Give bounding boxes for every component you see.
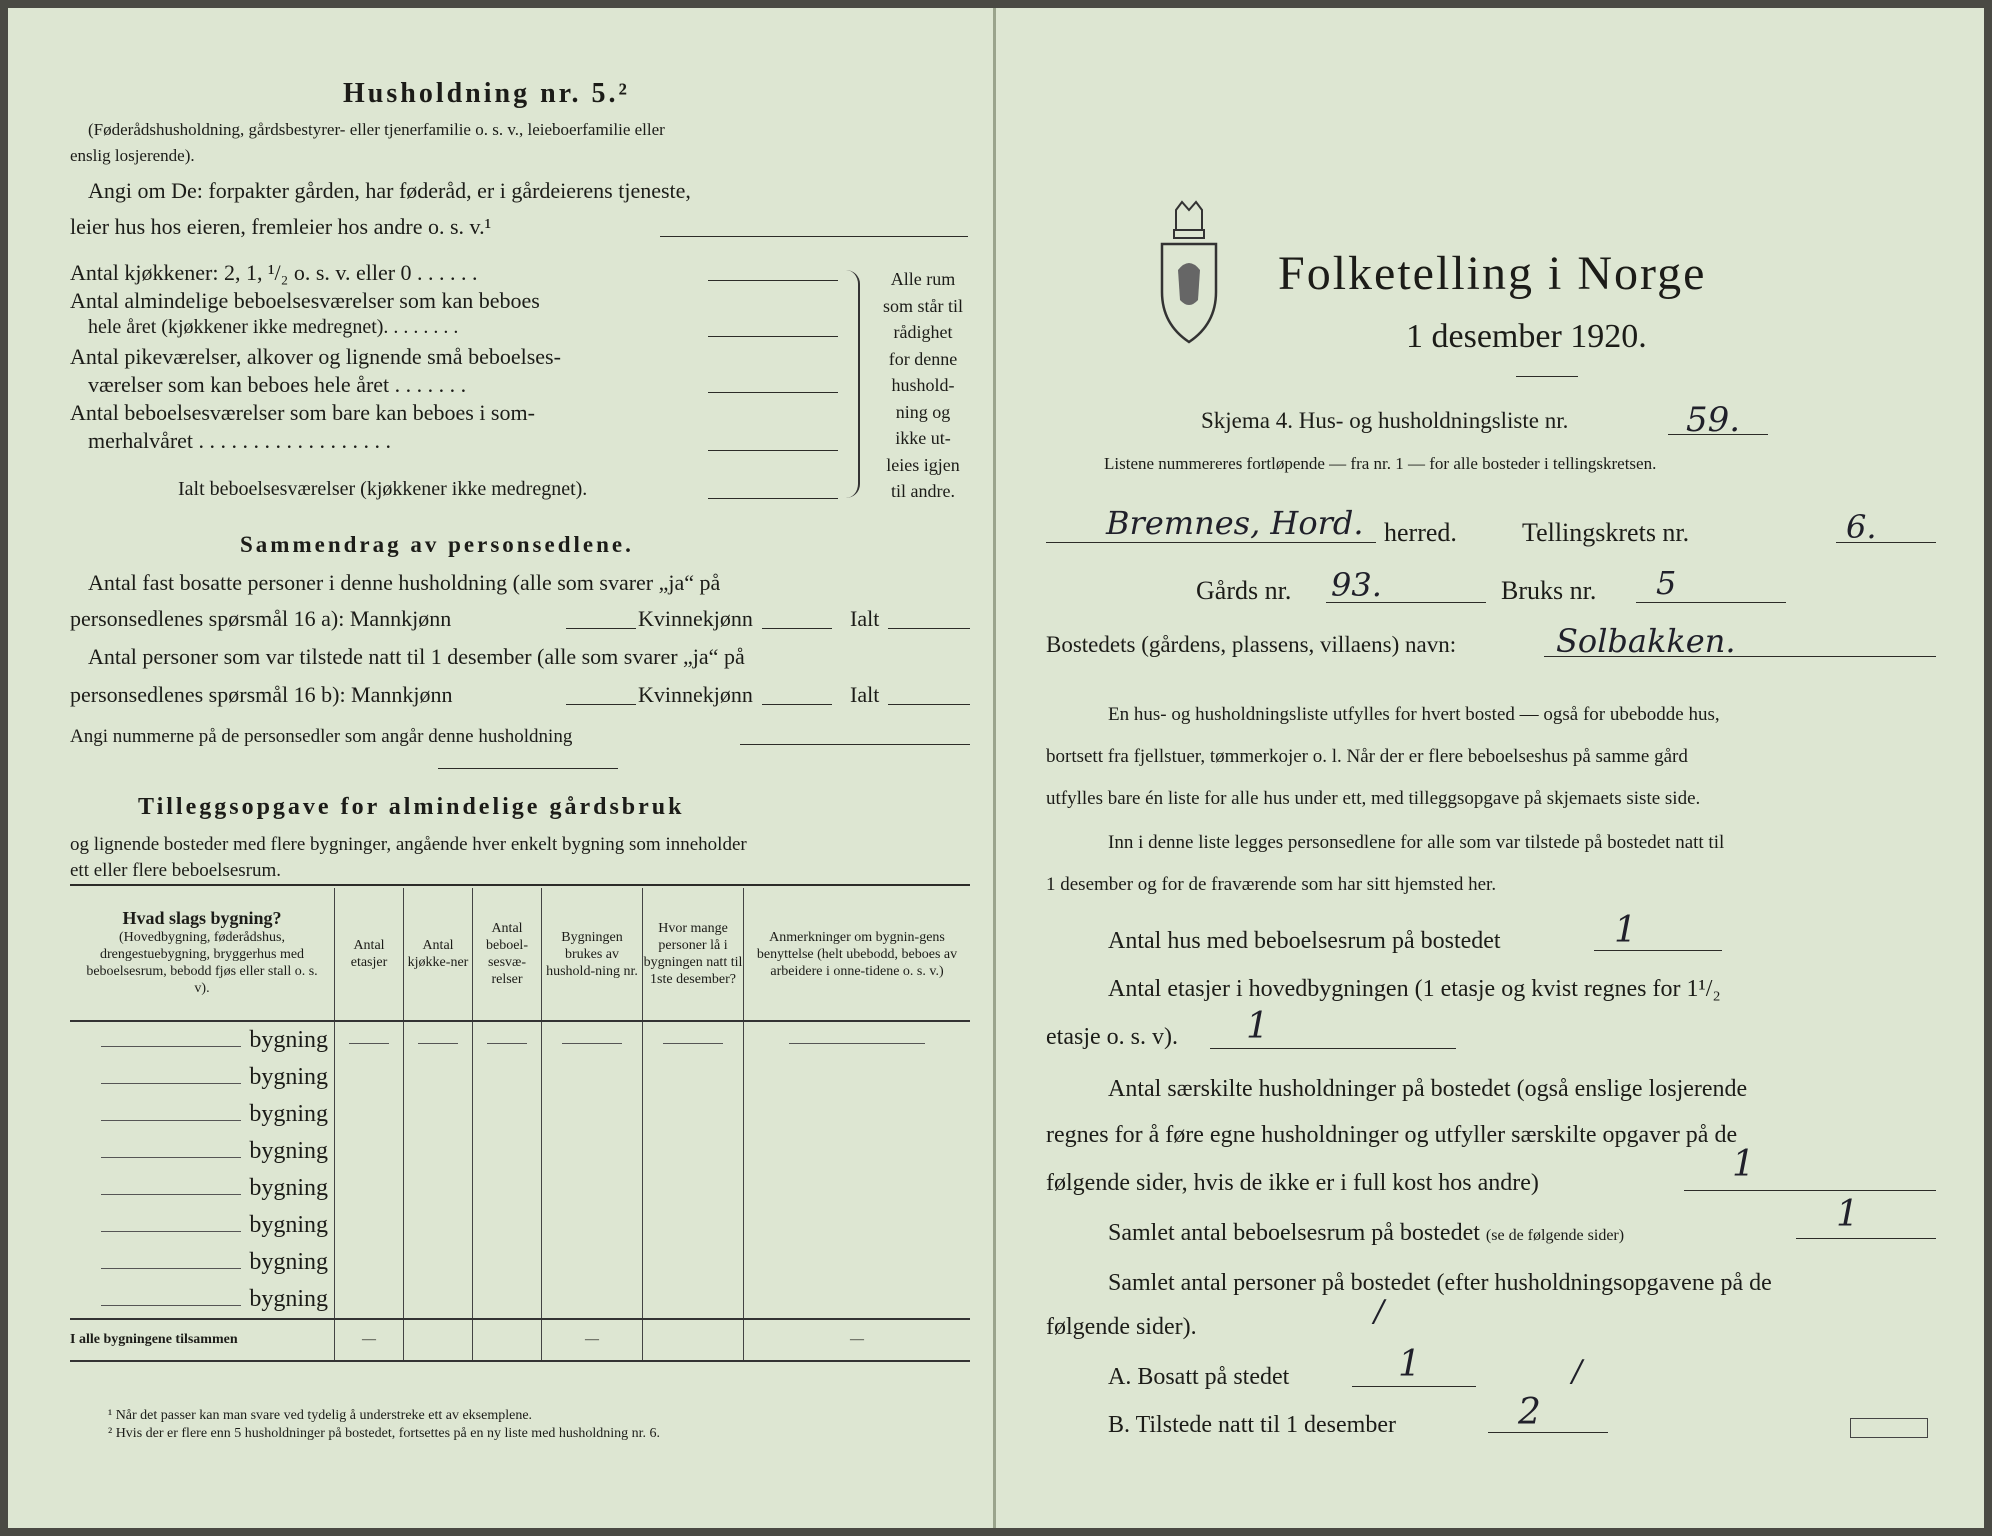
summary-line-3: Antal personer som var tilstede natt til 1 desember (alle som svarer „ja“ på [88,644,745,669]
col-building-type: Hvad slags bygning? (Hovedbygning, føderådshus, drengestuebygning, bryggerhus med beboelsesrum, bebodd fjøs eller stall o. s. v). [70,888,335,1021]
summary-line-4: personsedlenes spørsmål 16 b): Mannkjønn [70,682,453,707]
col-household-nr: Bygningen brukes av hushold-ning nr. [542,888,643,1021]
col-kitchens: Antal kjøkke-ner [404,888,473,1021]
row-label: bygning [249,1212,328,1238]
left-page [8,8,993,1528]
present-value: 2 [1518,1392,1541,1433]
total-answer-line-2 [888,704,970,705]
col-remarks: Anmerkninger om bygnin-gens benyttelse (helt ubebodd, beboes av arbeidere i onne-tidene o. s. v.) [744,888,971,1021]
row-label: bygning [249,1175,328,1201]
row-label: bygning [249,1286,328,1312]
household-subtitle: (Føderådshusholdning, gårdsbestyrer- eller tjenerfamilie o. s. v., leieboerfamilie eller [88,120,665,139]
buildings-table [70,888,970,1362]
bracket-note: Alle rum som står til rådighet for denne hushold- ning og ikke ut- leies igjen til andre. [883,269,963,501]
separator [438,768,618,769]
rooms-row-2: hele året (kjøkkener ikke medregnet). . . . . . . . [88,316,459,338]
table-total-row [70,1319,970,1361]
census-title: Folketelling i Norge [1278,247,1707,300]
footnote-2: ² Hvis der er flere enn 5 husholdninger på bostedet, fortsettes på en ny liste med husholdning nr. 6. [108,1426,661,1441]
houses-value: 1 [1614,910,1637,951]
bruks-answer-line [1636,602,1786,603]
rooms-value: 1 [1836,1194,1859,1235]
small-rooms-answer-line [708,392,838,393]
summary-line-1: Antal fast bosatte personer i denne husholdning (alle som svarer „ja“ på [88,570,721,595]
total-rooms-row: Ialt beboelsesværelser (kjøkkener ikke medregnet). [178,478,588,500]
table-row [70,1281,970,1319]
angi-line-2: leier hus hos eieren, fremleier hos andre o. s. v.¹ [70,214,492,239]
bruks-label: Bruks nr. [1501,576,1597,605]
tellingskrets-value: 6. [1846,508,1877,546]
female-answer-line-2 [762,704,832,705]
tellingskrets-label: Tellingskrets nr. [1522,518,1690,547]
rooms-total-answer-line [1796,1238,1936,1239]
herred-value: Bremnes, Hord. [1106,504,1364,542]
numbering-note: Listene nummereres fortløpende — fra nr. 1 — for alle bosteder i tellingskretsen. [1104,454,1657,473]
resident-answer-line [1352,1386,1476,1387]
male-answer-line [566,628,636,629]
houses-question: Antal hus med beboelsesrum på bostedet [1108,928,1501,954]
footnote-1: ¹ Når det passer kan man svare ved tydelig å understreke ett av eksemplene. [108,1408,533,1423]
gards-value: 93. [1331,566,1382,604]
col-persons: Hvor mange personer lå i bygningen natt til 1ste desember? [643,888,744,1021]
printer-stamp-icon [1850,1418,1928,1438]
persons-question: Samlet antal personer på bostedet (efter husholdningsopgavene på de [1108,1270,1772,1296]
present-answer-line [1488,1432,1608,1433]
small-rooms-row-2: værelser som kan beboes hele året . . . . . . . [88,372,467,397]
bracket [846,270,860,498]
rooms-answer-line [708,336,838,337]
table-row [70,1207,970,1244]
floors-value: 1 [1246,1006,1269,1047]
row-label: bygning [249,1027,328,1053]
table-row [70,1021,970,1059]
floors-answer-line [1210,1048,1456,1049]
schema-label: Skjema 4. Hus- og husholdningsliste nr. [1201,408,1569,433]
total-label-2: Ialt [850,682,880,707]
female-label: Kvinnekjønn [638,606,753,631]
female-label-2: Kvinnekjønn [638,682,753,707]
schema-number: 59. [1686,400,1741,440]
bosted-value: Solbakken. [1556,622,1736,660]
herred-label: herred. [1384,518,1457,547]
right-page [996,8,1984,1528]
table-row [70,1170,970,1207]
gards-label: Gårds nr. [1196,576,1292,605]
instructions-line-5: 1 desember og for de fraværende som har sitt hjemsted her. [1046,874,1497,895]
households-question-3: følgende sider, hvis de ikke er i full kost hos andre) [1046,1170,1539,1196]
person-numbers-answer-line [740,744,970,745]
summer-rooms-row-2: merhalvåret . . . . . . . . . . . . . . . . . . [88,428,392,453]
row-label: bygning [249,1249,328,1275]
date-underline [1516,376,1578,377]
rooms-question-note: (se de følgende sider) [1485,1227,1625,1244]
gards-answer-line [1326,602,1486,603]
female-answer-line [762,628,832,629]
resident-value: 1 [1398,1344,1421,1385]
supplement-line-1: og lignende bosteder med flere bygninger, angående hver enkelt bygning som inneholder [70,834,747,855]
kitchens-answer-line [708,280,838,281]
supplement-line-2: ett eller flere beboelsesrum. [70,860,282,881]
present-tick: / [1572,1354,1583,1389]
households-question: Antal særskilte husholdninger på bostedet (også enslige losjerende [1108,1076,1748,1102]
summer-rooms-answer-line [708,450,838,451]
tellingskrets-answer-line [1836,542,1936,543]
coat-of-arms-icon [1158,200,1220,355]
table-row [70,1059,970,1096]
summary-line-2: personsedlenes spørsmål 16 a): Mannkjønn [70,606,452,631]
instructions-line-4: Inn i denne liste legges personsedlene for alle som var tilstede på bostedet natt til [1108,832,1725,853]
households-answer-line [1684,1190,1936,1191]
summary-title: Sammendrag av personsedlene. [240,532,634,557]
row-label: bygning [249,1138,328,1164]
rooms-question: Samlet antal beboelsesrum på bostedet (se de følgende sider) [1108,1220,1625,1246]
bosted-label: Bostedets (gårdens, plassens, villaens) navn: [1046,632,1457,657]
persons-question-2: følgende sider). [1046,1314,1197,1340]
schema-answer-line [1668,434,1768,435]
floors-question-2: etasje o. s. v). [1046,1024,1178,1050]
table-top-rule [70,884,970,886]
summer-rooms-row: Antal beboelsesværelser som bare kan beboes i som- [70,400,535,425]
total-answer-line [888,628,970,629]
col-rooms: Antal beboel-sesvæ-relser [473,888,542,1021]
total-floors: — [335,1319,404,1361]
col-floors: Antal etasjer [335,888,404,1021]
household-subtitle-2: enslig losjerende). [70,146,195,165]
table-header-row [70,888,970,1021]
households-question-2: regnes for å føre egne husholdninger og utfyller særskilte opgaver på de [1046,1122,1738,1148]
total-remarks: — [744,1319,971,1361]
row-label: bygning [249,1101,328,1127]
supplement-title: Tilleggsopgave for almindelige gårdsbruk [138,794,685,820]
rooms-row: Antal almindelige beboelsesværelser som kan beboes [70,288,540,313]
instructions-line-1: En hus- og husholdningsliste utfylles for hvert bosted — også for ubebodde hus, [1108,704,1720,725]
present-label: B. Tilstede natt til 1 desember [1108,1412,1396,1438]
table-row [70,1096,970,1133]
bruks-value: 5 [1656,564,1677,602]
small-rooms-row: Antal pikeværelser, alkover og lignende små beboelses- [70,344,561,369]
total-household: — [542,1319,643,1361]
angi-line-1: Angi om De: forpakter gården, har føderåd, er i gårdeierens tjeneste, [88,178,691,203]
row-label: bygning [249,1064,328,1090]
household-title: Husholdning nr. 5.² [343,78,630,109]
male-answer-line-2 [566,704,636,705]
angi-answer-line [660,236,968,237]
floors-question: Antal etasjer i hovedbygningen (1 etasje og kvist regnes for 1¹/₂ [1108,976,1721,1002]
resident-label: A. Bosatt på stedet [1108,1364,1290,1390]
total-rooms-answer-line [708,498,838,499]
persons-tick: / [1374,1294,1385,1329]
kitchens-row: Antal kjøkkener: 2, 1, ¹/₂ o. s. v. eller 0 . . . . . . [70,260,478,285]
households-value: 1 [1732,1144,1755,1185]
total-label: Ialt [850,606,880,631]
herred-answer-line [1046,542,1376,543]
instructions-line-3: utfylles bare én liste for alle hus under ett, med tilleggsopgave på skjemaets siste side. [1046,788,1701,809]
total-row-label: I alle bygningene tilsammen [70,1319,335,1361]
instructions-line-2: bortsett fra fjellstuer, tømmerkojer o. l. Når der er flere beboelseshus på samme gård [1046,746,1688,767]
person-numbers-line: Angi nummerne på de personsedler som angår denne husholdning [70,726,573,747]
houses-answer-line [1594,950,1722,951]
table-row [70,1244,970,1281]
census-date: 1 desember 1920. [1406,318,1647,355]
table-row [70,1133,970,1170]
bosted-answer-line [1544,656,1936,657]
